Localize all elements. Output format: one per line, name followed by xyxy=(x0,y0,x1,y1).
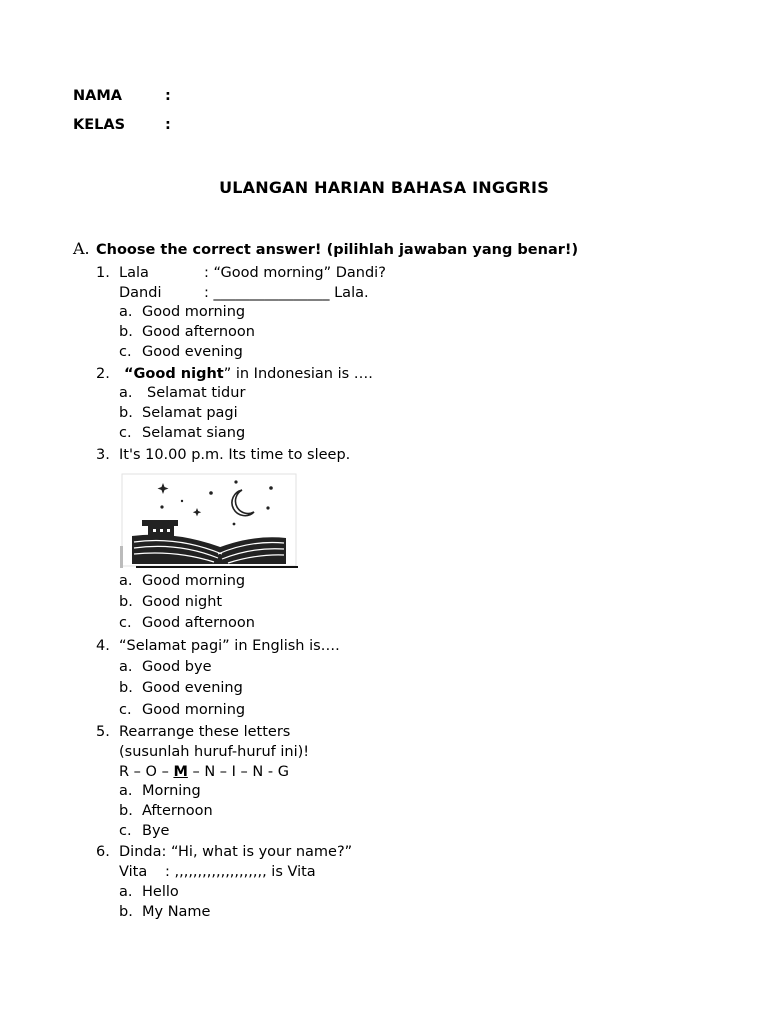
option-letter: c. xyxy=(119,615,132,631)
option-text: Morning xyxy=(142,783,201,799)
option-letter: a. xyxy=(119,884,133,900)
section-instruction: Choose the correct answer! (pilihlah jawaban yang benar!) xyxy=(96,242,579,258)
section-letter: A. xyxy=(73,239,90,258)
option-text: My Name xyxy=(142,904,211,920)
option-letter: b. xyxy=(119,803,133,819)
question-5-number: 5. xyxy=(96,724,110,740)
question-6-number: 6. xyxy=(96,844,110,860)
question-1-speaker-2: Dandi xyxy=(119,285,162,301)
question-1-line-1: : “Good morning” Dandi? xyxy=(204,265,386,281)
option-text: Good morning xyxy=(142,304,246,320)
question-5-line-2: (susunlah huruf-huruf ini)! xyxy=(119,744,310,760)
question-6-speaker-2: Vita xyxy=(119,864,148,880)
option-letter: b. xyxy=(119,324,133,340)
option-text: Selamat siang xyxy=(142,425,246,441)
question-4-number: 4. xyxy=(96,638,110,654)
option-text: Good morning xyxy=(142,573,246,589)
option-letter: c. xyxy=(119,425,132,441)
question-2-number: 2. xyxy=(96,366,110,382)
option-letter: a. xyxy=(119,385,133,401)
option-letter: b. xyxy=(119,405,133,421)
option-letter: b. xyxy=(119,680,133,696)
question-2-bold: “Good night xyxy=(124,366,224,382)
option-text: Good afternoon xyxy=(142,324,255,340)
nama-colon: : xyxy=(165,88,171,104)
letters-before: R – O – xyxy=(119,764,174,780)
question-1-number: 1. xyxy=(96,265,110,281)
option-letter: c. xyxy=(119,344,132,360)
question-3-text: It's 10.00 p.m. Its time to sleep. xyxy=(119,447,351,463)
option-text: Hello xyxy=(142,884,179,900)
kelas-colon: : xyxy=(165,117,171,133)
option-text: Selamat tidur xyxy=(147,385,246,401)
question-2-text xyxy=(124,364,373,384)
option-text: Good morning xyxy=(142,702,246,718)
question-2-rest: ” in Indonesian is …. xyxy=(223,366,373,382)
option-letter: a. xyxy=(119,659,133,675)
question-1-line-2: : ________________ Lala. xyxy=(204,285,369,301)
option-letter: a. xyxy=(119,783,133,799)
option-text: Bye xyxy=(142,823,170,839)
letters-emphasis: M xyxy=(173,764,188,780)
option-letter: b. xyxy=(119,904,133,920)
option-letter: b. xyxy=(119,594,133,610)
option-letter: a. xyxy=(119,573,133,589)
night-scene-icon xyxy=(118,472,300,572)
option-letter: c. xyxy=(119,702,132,718)
question-6-line-1: Dinda: “Hi, what is your name?” xyxy=(119,844,353,860)
option-letter: c. xyxy=(119,823,132,839)
kelas-label: KELAS xyxy=(73,117,126,133)
night-scene-picture xyxy=(118,472,300,572)
question-4-text: “Selamat pagi” in English is…. xyxy=(119,638,340,654)
question-1-speaker-1: Lala xyxy=(119,265,149,281)
option-text: Good evening xyxy=(142,344,243,360)
question-5-letters xyxy=(119,762,289,782)
option-text: Good night xyxy=(142,594,223,610)
option-letter: a. xyxy=(119,304,133,320)
option-text: Good bye xyxy=(142,659,212,675)
question-6-line-2: : ,,,,,,,,,,,,,,,,,,,, is Vita xyxy=(165,864,316,880)
question-5-line-1: Rearrange these letters xyxy=(119,724,291,740)
question-3-number: 3. xyxy=(96,447,110,463)
option-text: Good evening xyxy=(142,680,243,696)
nama-label: NAMA xyxy=(73,88,123,104)
page-title: ULANGAN HARIAN BAHASA INGGRIS xyxy=(219,178,549,197)
letters-after: – N – I – N - G xyxy=(187,764,289,780)
option-text: Selamat pagi xyxy=(142,405,238,421)
option-text: Good afternoon xyxy=(142,615,255,631)
option-text: Afternoon xyxy=(142,803,213,819)
